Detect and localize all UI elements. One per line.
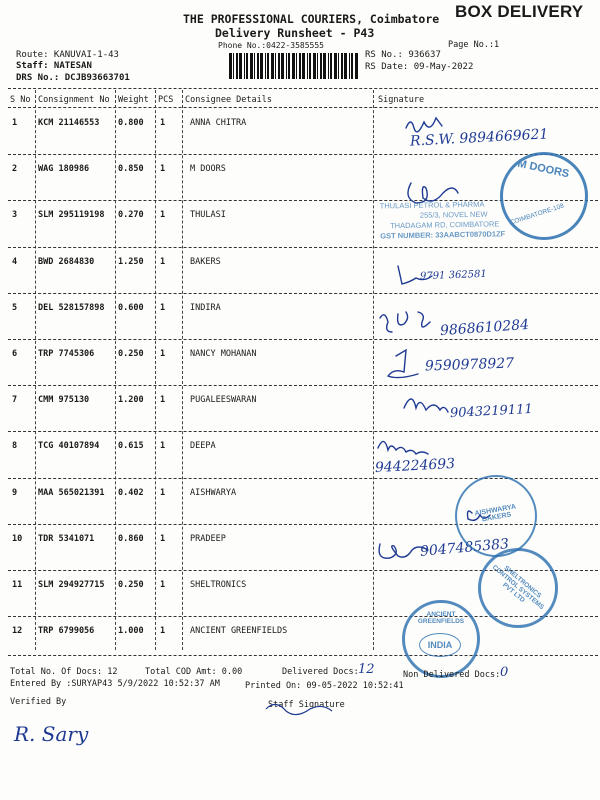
barcode-bar [296,53,297,79]
runsheet-title: Delivery Runsheet - P43 [215,26,375,40]
row-consignee: ANCIENT GREENFIELDS [190,626,288,637]
rs-date: RS Date: 09-May-2022 [365,62,474,72]
row-weight: 0.850 [118,164,144,175]
header-divider [8,88,598,89]
barcode-bar [344,53,347,79]
row-consignee: M DOORS [190,164,226,175]
row-consignment-no: BWD 2684830 [38,256,95,267]
staff-signature-scribble [262,695,352,719]
row-pcs: 1 [160,118,166,128]
signature-scribble [380,312,430,332]
barcode-bar [338,53,339,79]
ancient-stamp-name: ANCIENT GREENFIELDS [417,611,465,625]
barcode-bar [246,53,248,79]
row-weight: 0.800 [118,118,144,128]
row-weight: 0.250 [118,580,144,590]
barcode-bar [330,53,332,79]
barcode-bar [349,53,350,79]
sheltronics-stamp-name: SHELTRONICS CONTROL SYSTEMS PVT LTD [490,563,546,612]
row-consignment-no: TDR 5341071 [38,533,95,544]
row-consignment-no: SLM 295119198 [38,210,105,221]
delivered-docs-label: Delivered Docs: [282,667,359,677]
signature-scribble [406,118,442,132]
drs-number: DRS No.: DCJB93663701 [16,73,130,83]
row-consignment-no: MAA 565021391 [38,487,105,498]
barcode-bar [302,53,305,79]
company-title: THE PROFESSIONAL COURIERS, Coimbatore [183,12,440,26]
row-sno: 7 [12,395,18,406]
row-pcs: 1 [160,164,166,175]
thulasi-stamp [380,199,551,248]
row-sno: 5 [12,302,18,313]
row-weight: 0.860 [118,533,144,544]
row-sno: 8 [12,441,18,452]
row-consignee: NANCY MOHANAN [190,349,257,359]
delivered-docs-value: 12 [358,662,375,677]
barcode-bar [328,53,329,79]
row-weight: 1.000 [118,626,144,637]
barcode-bar [313,53,316,79]
row-consignee: AISHWARYA [190,487,237,498]
row-consignment-no: TRP 7745306 [38,349,95,359]
sig-phone-6: 9590978927 [424,355,515,375]
staff: Staff: NATESAN [16,61,92,71]
sig-phone-8: 944224693 [374,455,456,477]
rs-number: RS No.: 936637 [365,50,441,60]
row-sno: 6 [12,349,18,359]
col-sno: S No [10,95,31,105]
row-sno: 10 [12,533,23,544]
row-weight: 1.250 [118,256,144,267]
thulasi-stamp-line: 255/3, NOVEL NEW [419,209,488,220]
row-weight: 0.250 [118,349,144,359]
barcode-bar [233,53,234,79]
sig-phone-10: 9047485383 [419,536,510,560]
row-consignee: INDIRA [190,302,221,313]
row-consignee: THULASI [190,210,226,221]
sig-phone-4: 9791 362581 [419,268,487,283]
barcode-bar [254,53,255,79]
verified-by-label: Verified By [10,697,67,707]
signature-scribble [404,399,448,412]
col-pcs: PCS [158,95,174,105]
row-consignment-no: CMM 975130 [38,395,90,406]
total-docs: Total No. Of Docs: 12 [10,667,118,677]
row-weight: 0.270 [118,210,144,221]
row-weight: 0.600 [118,302,144,313]
row-sno: 11 [12,580,23,590]
sheltronics-stamp [478,548,558,628]
mdoors-stamp-name: M DOORS [516,157,571,181]
barcode-bar [286,53,287,79]
row-sno: 4 [12,256,18,267]
row-consignee: ANNA CHITRA [190,118,247,128]
barcode-bar [281,53,284,79]
col-consignment: Consignment No [38,95,110,105]
row-pcs: 1 [160,349,166,359]
row-sno: 9 [12,487,18,498]
row-weight: 1.200 [118,395,144,406]
row-consignee: PRADEEP [190,533,226,544]
row-pcs: 1 [160,395,166,406]
barcode-bar [334,53,337,79]
thulasi-stamp-line: THADAGAM RD, COIMBATORE [389,219,500,231]
barcode-bar [320,53,322,79]
phone-number: Phone No.:0422-3585555 [218,41,324,50]
barcode-bar [275,53,276,79]
route: Route: KANUVAI-1-43 [16,50,119,60]
row-sno: 3 [12,210,18,221]
col-signature: Signature [378,95,425,105]
barcode-bar [351,53,353,79]
row-pcs: 1 [160,487,166,498]
row-sno: 12 [12,626,23,637]
row-consignee: BAKERS [190,256,221,267]
aishwarya-stamp-name: AISHWARYA BAKERS [474,503,517,524]
ancient-stamp-center: INDIA [419,633,461,657]
box-delivery-label: BOX DELIVERY [455,2,584,21]
sig-phone-5: 9868610284 [439,316,530,340]
barcode-bar [239,53,242,79]
row-consignment-no: DEL 528157898 [38,302,105,313]
row-pcs: 1 [160,302,166,313]
row-consignment-no: KCM 21146553 [38,118,100,128]
barcode-bar [250,53,253,79]
barcode-bar [292,53,295,79]
row-pcs: 1 [160,210,166,221]
barcode-bar [317,53,318,79]
barcode-bar [229,53,232,79]
barcode-bar [355,53,358,79]
row-sno: 1 [12,118,18,128]
mdoors-stamp-city: COIMBATORE-108 [509,202,565,227]
barcode-bar [278,53,280,79]
barcode-bar [341,53,343,79]
printed-on: Printed On: 09-05-2022 10:52:41 [245,681,404,691]
barcode-bar [257,53,259,79]
thulasi-stamp-line: THULASI PETROL & PHARMA [379,199,485,211]
row-consignment-no: TCG 40107894 [38,441,100,452]
non-delivered-docs-label: Non Delivered Docs: [403,670,501,680]
row-pcs: 1 [160,626,166,637]
row-consignment-no: SLM 294927715 [38,580,105,590]
row-pcs: 1 [160,580,166,590]
entered-by: Entered By :SURYAP43 5/9/2022 10:52:37 AM [10,679,220,689]
row-pcs: 1 [160,441,166,452]
col-weight: Weight [118,95,149,105]
page-number: Page No.:1 [448,40,500,50]
signature-scribble [388,350,418,378]
row-sno: 2 [12,164,18,175]
barcode-bar [271,53,274,79]
ancient-greenfields-stamp [402,600,480,678]
row-consignee: DEEPA [190,441,216,452]
signature-scribble [378,441,428,454]
barcode-bar [244,53,245,79]
non-delivered-docs-value: 0 [500,665,509,680]
barcode-bar [236,53,238,79]
total-cod: Total COD Amt: 0.00 [145,667,243,677]
barcode-bar [265,53,266,79]
col-consignee: Consignee Details [185,95,272,105]
barcode-bar [307,53,308,79]
row-consignee: PUGALEESWARAN [190,395,257,406]
row-consignment-no: TRP 6799056 [38,626,95,637]
staff-signature-label: Staff Signature [268,700,345,710]
barcode-bar [299,53,301,79]
row-weight: 0.402 [118,487,144,498]
barcode-bar [288,53,290,79]
row-pcs: 1 [160,533,166,544]
barcode-bar [260,53,263,79]
row-consignee: SHELTRONICS [190,580,247,590]
verifier-signature: R. Sary [14,722,89,746]
sig-phone-7: 9043219111 [449,401,534,422]
barcode-bar [267,53,269,79]
barcode-bar [309,53,311,79]
thulasi-stamp-line: GST NUMBER: 33AABCT0870D1ZF [380,229,506,241]
row-pcs: 1 [160,256,166,267]
row-weight: 0.615 [118,441,144,452]
barcode-bar [323,53,326,79]
barcode [229,53,359,79]
sig-phone-1: R.S.W. 9894669621 [409,126,549,150]
row-consignment-no: WAG 180986 [38,164,90,175]
aishwarya-stamp [455,475,537,557]
